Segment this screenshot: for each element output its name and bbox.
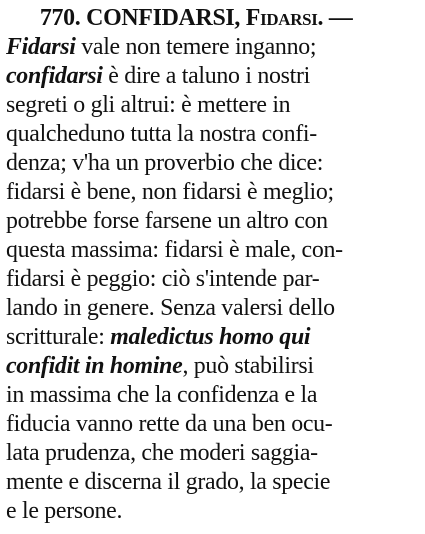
dictionary-entry (6, 4, 419, 526)
line-text: e le persone. (6, 498, 123, 524)
line-text: questa massima: fidarsi è male, con- (6, 237, 343, 263)
entry-dash: . — (317, 5, 353, 31)
text-line (6, 294, 417, 323)
line-text: è dire a taluno i nostri (102, 63, 311, 89)
line-text: scritturale: (6, 324, 111, 350)
text-line (6, 33, 417, 62)
line-text: mente e discerna il grado, la specie (6, 469, 331, 495)
line-text: fiducia vanno rette da una ben ocu- (6, 411, 333, 437)
text-line (6, 468, 417, 497)
line-text: fidarsi è peggio: ciò s'intende par- (6, 266, 320, 292)
text-line (6, 323, 417, 352)
text-line (6, 439, 417, 468)
line-text: denza; v'ha un proverbio che dice: (6, 150, 324, 176)
line-text: potrebbe forse farsene un altro con (6, 208, 328, 234)
line-text: , può stabilirsi (182, 353, 314, 379)
line-text: lata prudenza, che moderi saggia- (6, 440, 318, 466)
line-text: fidarsi è bene, non fidarsi è meglio; (6, 179, 334, 205)
text-line (6, 497, 417, 526)
line-text: vale non temere inganno; (75, 34, 317, 60)
text-line (6, 236, 417, 265)
entry-heading (6, 4, 417, 33)
line-text: qualcheduno tutta la nostra confi- (6, 121, 317, 147)
text-line (6, 381, 417, 410)
text-line (6, 410, 417, 439)
line-text: segreti o gli altrui: è mettere in (6, 92, 291, 118)
entry-headword: CONFIDARSI, (86, 5, 241, 31)
italic-term: confidarsi (6, 63, 103, 89)
text-line (6, 120, 417, 149)
line-text: lando in genere. Senza valersi dello (6, 295, 335, 321)
text-line (6, 178, 417, 207)
text-line (6, 352, 417, 381)
italic-term: maledictus homo qui (110, 324, 311, 350)
text-line (6, 62, 417, 91)
entry-body (6, 33, 419, 526)
text-line (6, 207, 417, 236)
entry-synonym: Fidarsi (245, 5, 318, 31)
line-text: in massima che la confidenza e la (6, 382, 318, 408)
entry-number: 770. (39, 5, 81, 31)
italic-term: Fidarsi (6, 34, 76, 60)
text-line (6, 149, 417, 178)
italic-term: confidit in homine (6, 353, 183, 379)
text-line (6, 91, 417, 120)
text-line (6, 265, 417, 294)
